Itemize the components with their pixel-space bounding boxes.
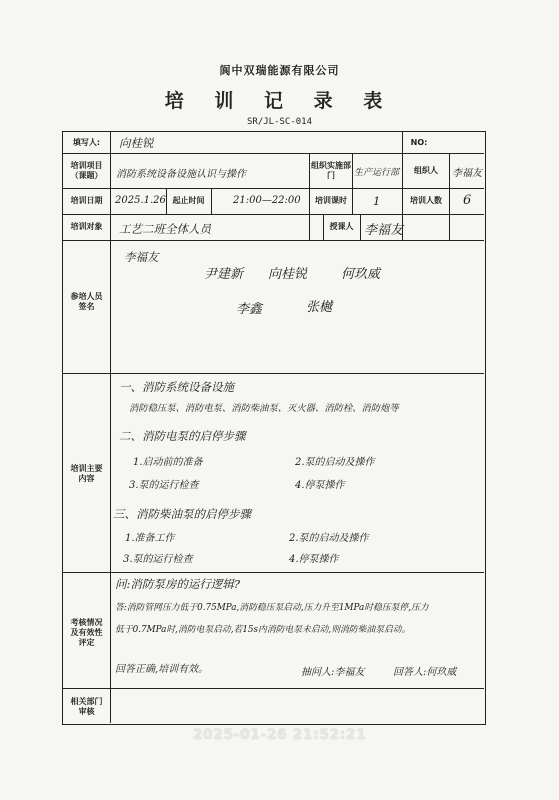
content-line: 一、消防系统设备设施 [119, 380, 234, 394]
content-label: 培训主要内容 [70, 464, 103, 483]
eval-answerer: 回答人:何玖威 [393, 667, 457, 678]
content-line: 3.泵的运行检查 [129, 480, 199, 491]
participant-signature: 李福友 [124, 250, 159, 264]
participants-label: 参培人员签名 [70, 292, 103, 311]
project-label: 培训项目（课题） [70, 160, 103, 180]
content-line: 2.泵的启动及操作 [295, 457, 375, 468]
photo-timestamp: 2025-01-26 21:52:21 [192, 727, 367, 743]
eval-question: 问:消防泵房的运行逻辑? [115, 577, 241, 591]
content-line: 3.泵的运行检查 [123, 554, 193, 565]
hours-label: 培训课时 [315, 196, 347, 205]
participant-signature: 尹建新 [204, 267, 244, 282]
training-record-form [62, 131, 486, 725]
document-title: 培 训 记 录 表 [164, 90, 395, 112]
review-label: 相关部门审核 [70, 696, 103, 716]
trainer-value: 李福友 [364, 223, 404, 238]
date-label: 培训日期 [70, 196, 103, 205]
target-value: 工艺二班全体人员 [119, 222, 211, 236]
filler-label: 填写人: [72, 137, 101, 147]
document-code: SR/JL-SC-014 [246, 117, 313, 127]
organizer-label: 组织人 [414, 165, 438, 175]
eval-result: 回答正确,培训有效。 [115, 664, 209, 675]
filler-value: 向桂锐 [119, 136, 154, 150]
evaluation-label: 考核情况及有效性评定 [70, 618, 103, 647]
project-value: 消防系统设备设施认识与操作 [116, 169, 246, 180]
content-line: 4.停泵操作 [289, 554, 339, 565]
content-line: 二、消防电泵的启停步骤 [119, 429, 246, 443]
content-line: 4.停泵操作 [295, 480, 345, 491]
content-line: 三、消防柴油泵的启停步骤 [113, 507, 251, 521]
content-line: 2.泵的启动及操作 [289, 533, 369, 544]
participant-signature: 张樾 [306, 300, 333, 315]
no-label: NO: [410, 137, 428, 147]
eval-questioner: 抽问人:李福友 [301, 667, 365, 678]
time-value: 21:00—22:00 [233, 195, 301, 206]
content-line: 1.启动前的准备 [133, 457, 203, 468]
eval-answer-line: 答:消防管网压力低于0.75MPa,消防稳压泵启动,压力升至1MPa时稳压泵停,压力 [115, 603, 429, 613]
count-label: 培训人数 [410, 196, 442, 205]
organizer-value: 李福友 [452, 168, 482, 179]
dept-label: 组织实施部门 [311, 160, 351, 180]
participant-signature: 李鑫 [236, 302, 263, 317]
company-name: 阆中双瑞能源有限公司 [219, 64, 340, 77]
hours-value: 1 [373, 194, 381, 208]
count-value: 6 [463, 193, 472, 208]
participant-signature: 何玖威 [341, 267, 381, 282]
trainer-label: 授课人 [329, 222, 354, 231]
participant-signature: 向桂锐 [268, 267, 308, 282]
content-line: 消防稳压泵、消防电泵、消防柴油泵、灭火器、消防栓、消防炮等 [129, 403, 399, 414]
dept-value: 生产运行部 [354, 168, 400, 178]
time-label: 起止时间 [172, 196, 205, 205]
target-label: 培训对象 [70, 222, 103, 231]
content-line: 1.准备工作 [125, 533, 175, 544]
date-value: 2025.1.26 [115, 195, 166, 206]
eval-answer-line: 低于0.7MPa时,消防电泵启动,若15s内消防电泵未启动,则消防柴油泵启动。 [115, 625, 411, 635]
